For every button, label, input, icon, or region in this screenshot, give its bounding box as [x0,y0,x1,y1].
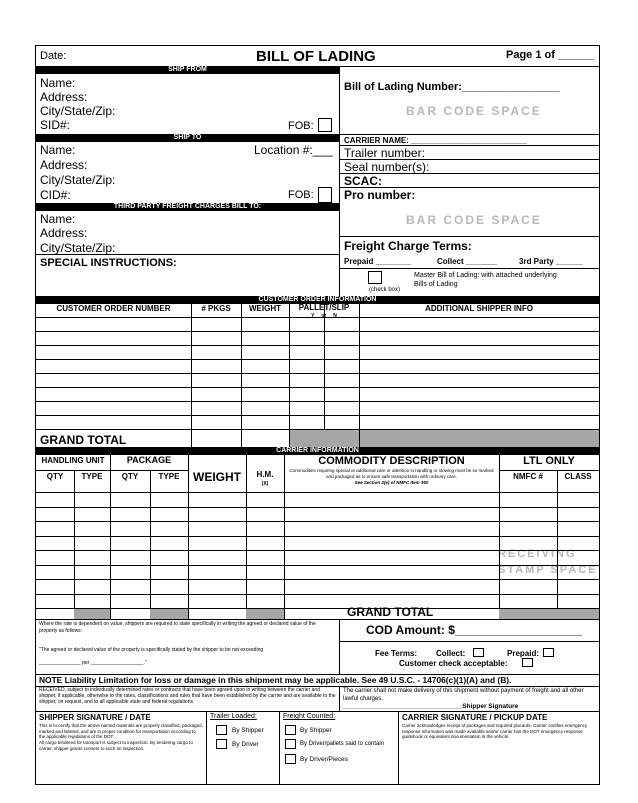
trailer-by-shipper-checkbox[interactable] [216,725,227,735]
col-type: TYPE [81,472,103,481]
fc-by-shipper-checkbox[interactable] [285,725,296,735]
customer-check-checkbox[interactable] [522,658,533,667]
ship-to-location: Location #:___ [254,143,333,157]
third-party-term: 3rd Party ______ [519,257,583,266]
col-package: PACKAGE [126,455,172,465]
cod-amount: COD Amount: $___________________ [366,623,582,637]
barcode-space-1: BAR CODE SPACE [406,104,542,118]
check-box-label: (check box) [369,287,401,293]
ship-from-fob-label: FOB: [288,120,314,132]
carrier-row-line [36,565,599,566]
receiving-stamp-2: STAMP SPACE [498,564,598,576]
trailer-number: Trailer number: [344,146,425,160]
carrier-acknowledgement: Carrier acknowledges receipt of packages and required placards. Carrier certifies emergency response information was made available and/or carrier has the DOT emergency response guidebook or equivalent documentation in the vehicle. [402,723,588,739]
carrier-total-shaded [246,609,284,619]
page-title: BILL OF LADING [256,48,376,65]
third-party-city: City/State/Zip: [40,241,116,255]
carrier-info-band: CARRIER INFORMATION [36,447,599,455]
customer-check: Customer check acceptable: [399,659,508,668]
carrier-row-line [36,521,599,522]
bol-number: Bill of Lading Number:________________ [344,81,560,93]
customer-grand-total: GRAND TOTAL [40,433,127,447]
fc-by-driver-pieces-checkbox[interactable] [285,754,296,764]
third-party-name: Name: [40,212,76,226]
ship-from-sid: SID#: [40,118,71,132]
carrier-total-shaded [150,609,188,619]
fc-by-driver-pallets-checkbox[interactable] [285,739,296,749]
fc-by-driver-pallets: By Driver/pallets said to contain [300,741,385,747]
shipper-signature-title[interactable]: SHIPPER SIGNATURE / DATE [39,713,151,722]
ship-to-fob-label: FOB: [288,189,314,201]
col-hm-sub: (X) [261,481,269,487]
fee-terms: Fee Terms: [375,649,418,658]
ship-to-name: Name: [40,143,76,157]
bill-of-lading-form [35,45,600,785]
ship-from-address: Address: [40,90,88,104]
barcode-space-2: BAR CODE SPACE [406,213,542,227]
special-instructions: SPECIAL INSTRUCTIONS: [40,257,177,269]
master-bol-checkbox[interactable] [368,271,382,284]
order-col-line [359,304,360,447]
carrier-signature-title[interactable]: CARRIER SIGNATURE / PICKUP DATE [402,713,548,722]
col-additional-info: ADDITIONAL SHIPPER INFO [425,304,533,313]
col-ltl-only: LTL ONLY [523,455,575,467]
order-row-line [36,331,599,332]
date-label: Date: [40,50,67,62]
ltl-subheader-line [499,470,599,471]
carrier-col-line [150,470,151,619]
received-text: RECEIVED, subject to individually determined rates or contracts that have been agreed upon in writing between the carrier and shipper, if applicable, otherwise to the rates, classifications and rules that have been established by the carrier and are available to the shipper, on request, and to all applicable state and federal regulations. [39,687,336,705]
order-row-line [36,345,599,346]
col-weight-carrier: WEIGHT [193,470,241,484]
carrier-row-line [36,550,599,551]
ship-to-cid: CID#: [40,188,71,202]
cod-prepaid-label: Prepaid: [507,649,540,658]
carrier-no-delivery: The carrier shall not make delivery of this shipment without payment of freight and all other lawful charges. [343,688,584,702]
col-hm: H.M. [256,470,274,479]
trailer-by-driver-checkbox[interactable] [216,739,227,749]
shipper-signature-line[interactable]: _________________________________Shipper Signature [343,703,519,710]
cod-prepaid-checkbox[interactable] [543,648,554,657]
carrier-name: CARRIER NAME: __________________________ [344,136,527,145]
cod-collect-label: Collect: [436,649,466,658]
col-handling-unit: HANDLING UNIT [41,456,105,465]
shipper-certification: This is to certify that the above named materials are properly classified, packaged, marked and labeled, and are in proper condition for transportation according to the applicable regulations of the DOT. [39,723,203,739]
fc-by-driver-pieces: By Driver/Pieces [300,756,349,763]
order-col-line [289,304,290,447]
carrier-col-line [557,470,558,619]
page-count: Page 1 of ______ [506,49,595,61]
carrier-row-line [36,594,599,595]
ship-from-city: City/State/Zip: [40,104,116,118]
col-pallet-sub: Y or N [311,313,337,319]
col-commodity: COMMODITY DESCRIPTION [318,455,465,467]
master-bol-text: Master Bill of Lading: with attached underlying Bills of Lading [414,272,557,288]
carrier-row-line [36,507,599,508]
order-row-line [36,401,599,402]
pro-number: Pro number: [344,188,416,202]
carrier-header-line [36,492,599,493]
commodity-note-2: See Section 2(e) of NMFC Item 360 [354,480,429,485]
order-header-line [36,317,599,318]
carrier-row-line [36,579,599,580]
carrier-total-shaded [499,609,599,619]
order-row-line [36,359,599,360]
order-row-line [36,387,599,388]
prepaid-term: Prepaid ________ [344,257,412,266]
ship-from-name: Name: [40,76,76,90]
ship-to-fob-checkbox[interactable] [318,187,332,203]
collect-term: Collect _______ [437,257,498,266]
cod-collect-checkbox[interactable] [473,648,484,657]
pallet-split-line [324,312,325,429]
col-class: CLASS [564,472,592,481]
carrier-col-line [74,470,75,619]
commodity-note: Commodities requiring special or additional care or attention in handling or stowing must be so marked and packaged as to ensure safe transportation with ordinary care. [289,468,494,479]
col-type-2: TYPE [158,472,180,481]
third-party-address: Address: [40,226,88,240]
col-customer-order-number: CUSTOMER ORDER NUMBER [56,304,171,313]
ship-to-address: Address: [40,158,88,172]
order-row-line [36,415,599,416]
third-party-band: THIRD PARTY FREIGHT CHARGES BILL TO: [36,203,339,211]
carrier-grand-total: GRAND TOTAL [347,605,434,619]
col-weight: WEIGHT [249,304,281,313]
trailer-by-driver: By Driver [232,741,259,748]
col-nmfc: NMFC # [513,472,543,481]
ship-from-fob-checkbox[interactable] [318,118,332,132]
ship-from-band: SHIP FROM [36,66,339,74]
freight-counted: Freight Counted: [283,713,336,720]
order-row-line [36,373,599,374]
declared-value-text-2: "The agreed or declared value of the property is specifically stated by the shipper to be not exceeding [39,647,264,653]
carrier-subheader-line [36,470,188,471]
trailer-loaded: Trailer Loaded: [210,713,257,720]
col-pkgs: # PKGS [201,304,231,313]
seal-number: Seal number(s): [344,160,430,174]
order-total-shaded [289,430,599,447]
col-pallet-slip: PALLET/SLIP [298,303,350,312]
declared-value-line: _______________ per ___________________." [39,660,147,666]
fc-by-shipper: By Shipper [300,727,332,734]
trailer-by-shipper: By Shipper [232,727,264,734]
carrier-total-shaded [74,609,110,619]
scac: SCAC: [344,174,382,188]
col-qty-2: QTY [121,472,139,481]
ship-to-band: SHIP TO [36,134,339,142]
customer-order-band: CUSTOMER ORDER INFORMATION [36,296,599,304]
col-qty: QTY [46,472,64,481]
shipper-inspection: All cargo tendered for transport is subject to inspection. By tendering cargo to carrier, shipper grants consent to such an inspection. [39,740,193,751]
liability-note: NOTE Liability Limitation for loss or damage in this shipment may be applicable. See 49 U.S.C. - 14706(c)(1)(A) and (B). [39,675,512,685]
declared-value-text: Where the rate is dependent on value, shippers are required to state specifically in writing the agreed or declared value of the property as follows: [39,621,316,634]
freight-terms: Freight Charge Terms: [344,239,472,253]
receiving-stamp-1: RECEIVING [498,548,577,560]
carrier-row-line [36,536,599,537]
order-col-line [191,304,192,447]
ship-to-city: City/State/Zip: [40,173,116,187]
order-col-line [241,304,242,447]
